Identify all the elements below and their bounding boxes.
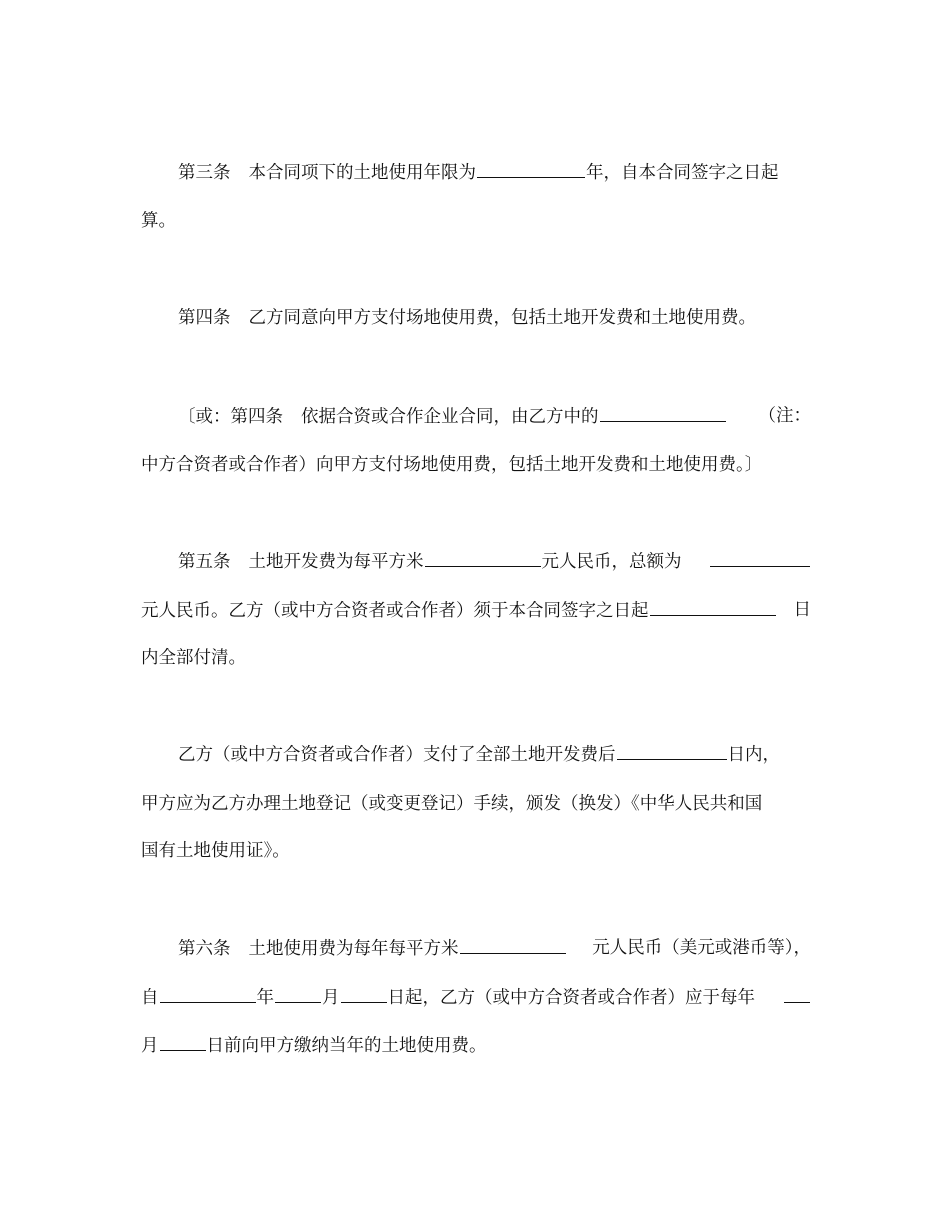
article-5-p2-text-4: 国有土地使用证》。 bbox=[141, 841, 290, 861]
article-5-p2-line-3 bbox=[141, 839, 811, 863]
article-5-p2-text-3: 甲方应为乙方办理土地登记（或变更登记）手续，颁发（换发）《中华人民共和国 bbox=[141, 794, 763, 814]
article-4-alt-text-2: （注： bbox=[758, 406, 811, 426]
article-3-text-3: 算。 bbox=[141, 211, 176, 231]
article-5-text-2: 元人民币，总额为 bbox=[541, 552, 682, 572]
article-6-line-3 bbox=[141, 1033, 811, 1058]
article-4-line-1 bbox=[141, 306, 811, 330]
article-4-text-1: 乙方同意向甲方支付场地使用费，包括土地开发费和土地使用费。 bbox=[248, 308, 756, 328]
article-3-line-1 bbox=[141, 160, 811, 185]
party-member-blank bbox=[600, 404, 726, 422]
article-3-text-2: 年，自本合同签字之日起 bbox=[586, 163, 779, 183]
article-6-text-1: 土地使用费为每年每平方米 bbox=[248, 939, 459, 959]
article-6-text-7: 月 bbox=[141, 1036, 159, 1056]
annual-day-blank bbox=[160, 1033, 206, 1051]
article-5-line-2 bbox=[141, 598, 811, 623]
article-3-label: 第三条 bbox=[178, 163, 231, 183]
start-month-blank bbox=[275, 985, 321, 1003]
article-6-text-2: 元人民币（美元或港币等）， bbox=[592, 938, 811, 958]
article-6-text-8: 日前向甲方缴纳当年的土地使用费。 bbox=[206, 1036, 487, 1056]
article-5-p2-text-1: 乙方（或中方合资者或合作者）支付了全部土地开发费后 bbox=[178, 745, 616, 765]
article-6-line-1 bbox=[141, 936, 811, 961]
article-6-text-6: 日起，乙方（或中方合资者或合作者）应于每年 bbox=[387, 988, 755, 1008]
article-5-text-5: 内全部付清。 bbox=[141, 648, 246, 668]
article-4-alt-open: 〔或：第四条 bbox=[178, 407, 283, 427]
article-5-p2-text-2: 日内， bbox=[727, 745, 780, 765]
article-4-alt-text-3: 中方合资者或合作者）向甲方支付场地使用费，包括土地开发费和土地使用费。〕 bbox=[141, 455, 763, 475]
article-4-label: 第四条 bbox=[178, 308, 231, 328]
article-5-label: 第五条 bbox=[178, 552, 231, 572]
article-5-text-3: 元人民币。乙方（或中方合资者或合作者）须于本合同签字之日起 bbox=[141, 601, 649, 621]
term-years-blank bbox=[477, 160, 585, 178]
start-year-blank bbox=[160, 985, 256, 1003]
article-6-line-2 bbox=[141, 985, 811, 1010]
article-6-text-4: 年 bbox=[256, 988, 274, 1008]
use-fee-blank bbox=[460, 936, 566, 954]
article-5-p2-line-1 bbox=[141, 742, 811, 767]
article-5-text-1: 土地开发费为每平方米 bbox=[248, 552, 424, 572]
article-4-alt-text-1: 依据合资或合作企业合同，由乙方中的 bbox=[301, 407, 599, 427]
article-6-text-3: 自 bbox=[141, 988, 159, 1008]
article-5-line-3 bbox=[141, 646, 811, 670]
registration-days-blank bbox=[617, 742, 727, 760]
article-4-alt-line-1 bbox=[141, 404, 811, 429]
article-5-text-4: 日 bbox=[793, 600, 811, 620]
dev-fee-per-sqm-blank bbox=[425, 549, 541, 567]
article-5-line-1 bbox=[141, 549, 811, 574]
article-6-label: 第六条 bbox=[178, 939, 231, 959]
start-day-blank bbox=[341, 985, 387, 1003]
article-3-line-2 bbox=[141, 209, 811, 233]
dev-fee-total-blank bbox=[710, 549, 810, 567]
payment-days-blank bbox=[650, 598, 776, 616]
article-4-alt-line-2 bbox=[141, 453, 811, 477]
annual-month-blank bbox=[784, 985, 810, 1003]
article-6-text-5: 月 bbox=[322, 988, 340, 1008]
article-5-p2-line-2 bbox=[141, 792, 811, 816]
article-3-text-1: 本合同项下的土地使用年限为 bbox=[248, 163, 476, 183]
